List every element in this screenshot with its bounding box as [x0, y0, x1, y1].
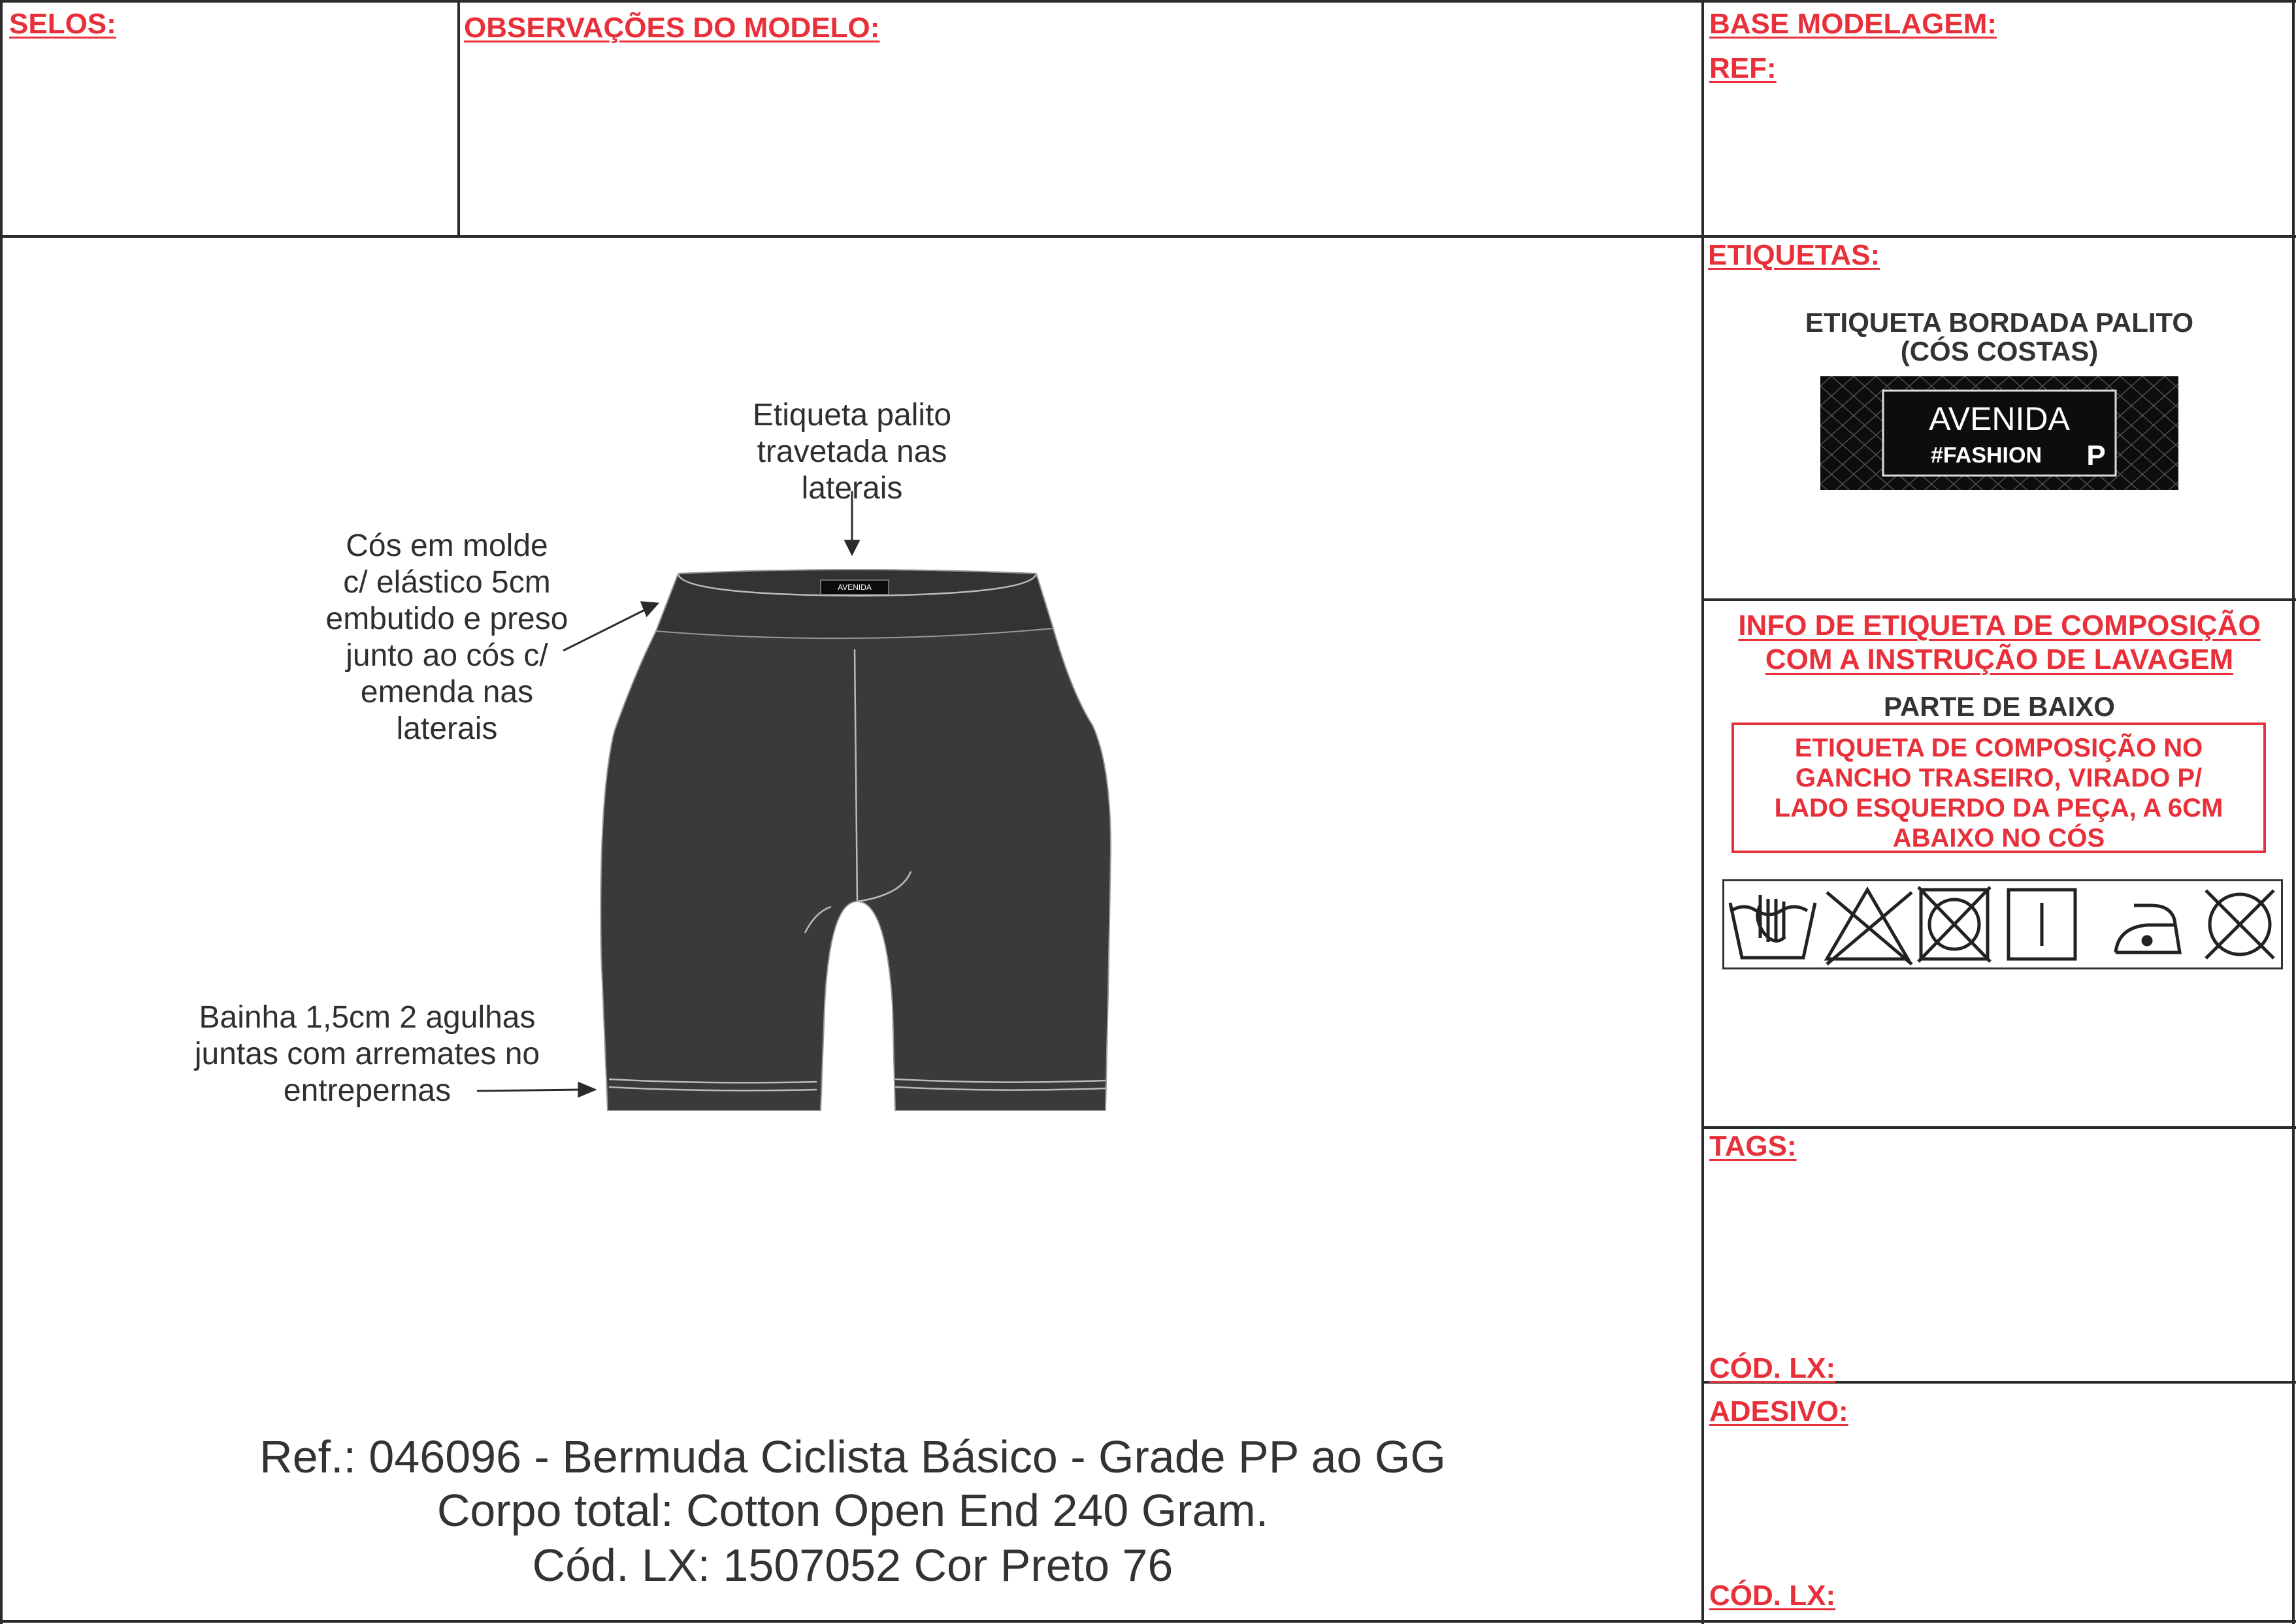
footer-ref-line: Ref.: 046096 - Bermuda Ciclista Básico - Grade PP ao GG: [259, 1431, 1446, 1482]
ref-label: REF:: [1709, 52, 1777, 84]
hand-wash-icon: [1730, 895, 1815, 958]
etiqueta-title: ETIQUETA BORDADA PALITO (CÓS COSTAS): [1805, 307, 2194, 366]
composicao-divider: [1701, 1126, 2296, 1129]
line-dry-icon: [2009, 890, 2075, 959]
adesivo-label: ADESIVO:: [1709, 1395, 1848, 1427]
selos-label: SELOS:: [9, 8, 116, 40]
care-icons-row: [1722, 879, 2283, 969]
brand-sub-text: #FASHION: [1930, 443, 2042, 468]
adesivo-cod-lx-label: CÓD. LX:: [1709, 1580, 1836, 1612]
tags-label: TAGS:: [1709, 1130, 1797, 1162]
base-modelagem-label: BASE MODELAGEM:: [1709, 8, 1997, 40]
composicao-subtitle: PARTE DE BAIXO: [1884, 691, 2115, 722]
do-not-tumble-dry-icon: [1918, 887, 1990, 962]
composicao-title: INFO DE ETIQUETA DE COMPOSIÇÃO COM A INSTRUÇÃO DE LAVAGEM: [1738, 609, 2261, 675]
footer-cod-line: Cód. LX: 1507052 Cor Preto 76: [532, 1540, 1173, 1591]
footer-body-line: Corpo total: Cotton Open End 240 Gram.: [436, 1485, 1269, 1536]
iron-low-icon: [2116, 905, 2180, 952]
tags-cod-lx-label: CÓD. LX:: [1709, 1352, 1836, 1384]
brand-size-text: P: [2086, 440, 2106, 472]
brand-main-text: AVENIDA: [1929, 400, 2070, 437]
etiquetas-divider: [1701, 598, 2296, 601]
note-cos-molde: Cós em molde c/ elástico 5cm embutido e preso junto ao cós c/ emenda nas laterais: [325, 528, 568, 746]
do-not-bleach-icon: [1827, 890, 1912, 964]
observacoes-label: OBSERVAÇÕES DO MODELO:: [464, 12, 880, 44]
note-etiqueta-palito: Etiqueta palito travetada nas laterais: [752, 398, 952, 506]
do-not-dry-clean-icon: [2206, 890, 2274, 958]
note-bainha: Bainha 1,5cm 2 agulhas juntas com arremates no entrepernas: [194, 1000, 540, 1108]
etiquetas-label: ETIQUETAS:: [1708, 239, 1880, 271]
mini-label-text: AVENIDA: [838, 583, 872, 592]
border-bottom: [0, 1620, 2296, 1623]
bermuda-shorts: [600, 570, 1111, 1111]
composicao-instruction-box: ETIQUETA DE COMPOSIÇÃO NO GANCHO TRASEIRO, VIRADO P/ LADO ESQUERDO DA PEÇA, A 6CM ABAIXO NO CÓS: [1731, 723, 2266, 853]
brand-label-image: [1820, 376, 2178, 490]
